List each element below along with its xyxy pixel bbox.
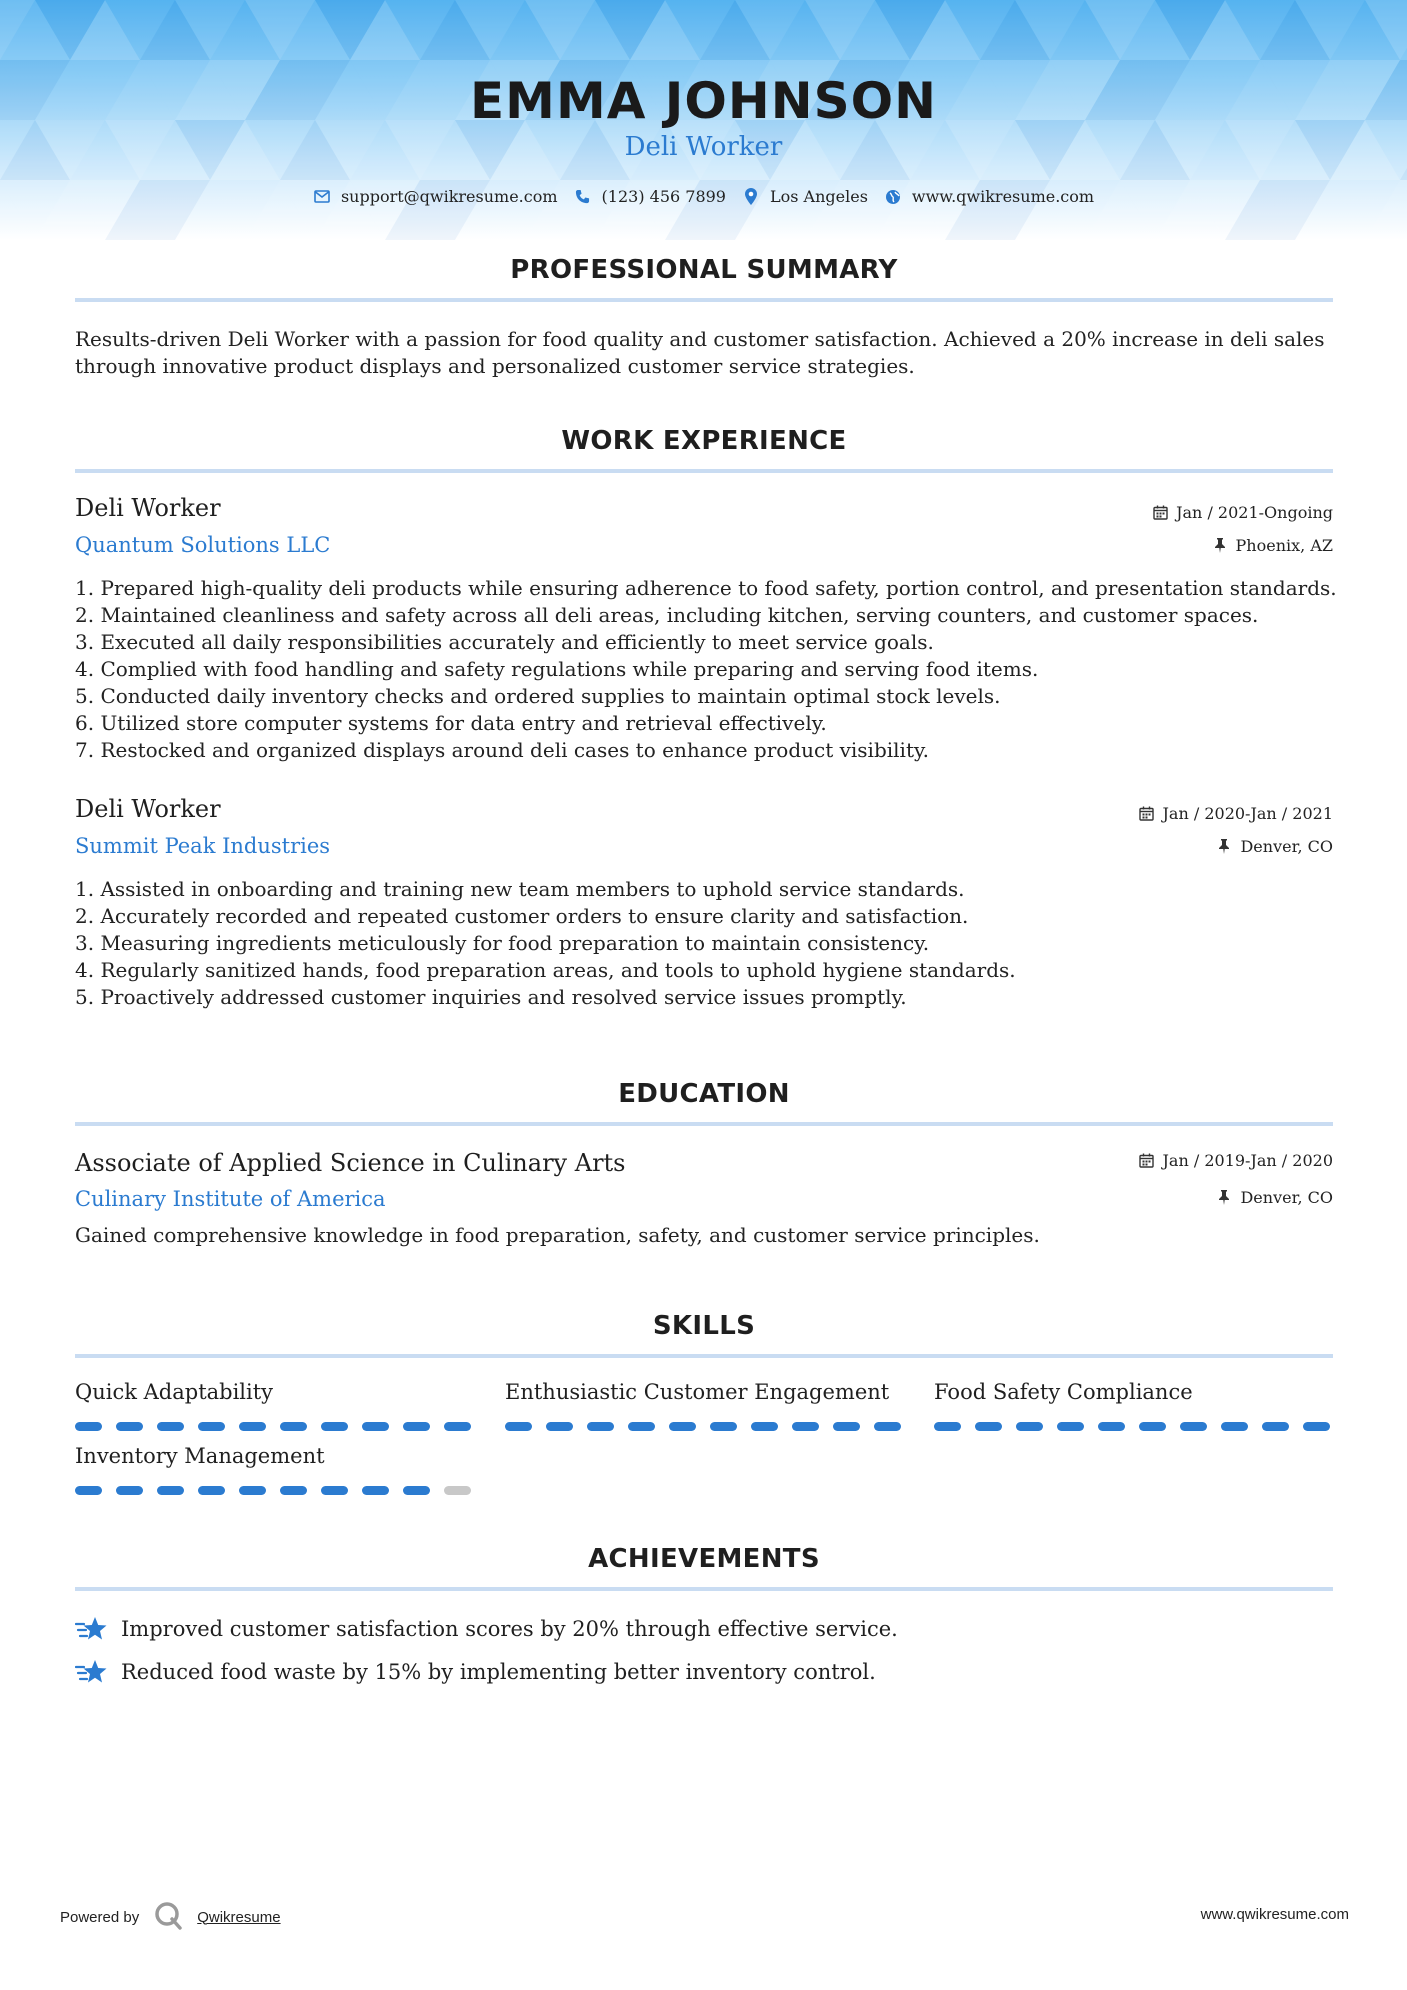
map-pin-icon	[742, 188, 760, 206]
qwikresume-link[interactable]: Qwikresume	[197, 1908, 281, 1926]
skill-dash-filled	[157, 1486, 184, 1495]
school-name: Culinary Institute of America	[75, 1187, 386, 1211]
education-dates-text: Jan / 2019-Jan / 2020	[1162, 1151, 1333, 1170]
duty-item: 4. Complied with food handling and safety regulations while preparing and serving food items.	[75, 657, 1039, 681]
skill-dash-filled	[710, 1422, 737, 1431]
job-duties	[75, 575, 1345, 764]
skill-dash-filled	[934, 1422, 961, 1431]
qwikresume-logo-icon	[153, 1900, 183, 1934]
skill-dash-filled	[1262, 1422, 1289, 1431]
skill-item	[75, 1444, 475, 1495]
footer-powered-by	[60, 1900, 281, 1934]
contact-phone[interactable]	[574, 187, 726, 206]
skill-name: Inventory Management	[75, 1444, 325, 1468]
skill-item	[75, 1380, 475, 1431]
skill-dash-filled	[280, 1486, 307, 1495]
job-title: Deli Worker	[75, 494, 221, 522]
skill-level-bar	[934, 1422, 1334, 1431]
job-company: Quantum Solutions LLC	[75, 533, 331, 557]
contact-phone-text: (123) 456 7899	[601, 187, 726, 206]
contact-location	[742, 187, 868, 206]
achievement-item	[75, 1657, 876, 1687]
calendar-icon	[1139, 1153, 1155, 1169]
contact-website[interactable]	[884, 187, 1094, 206]
job-location	[1212, 536, 1333, 555]
experience-heading: WORK EXPERIENCE	[561, 426, 847, 456]
shooting-star-icon	[75, 1614, 109, 1644]
skill-dash-filled	[116, 1422, 143, 1431]
duty-item: 6. Utilized store computer systems for data entry and retrieval effectively.	[75, 711, 827, 735]
contact-email-text: support@qwikresume.com	[340, 187, 558, 206]
skill-dash-filled	[403, 1422, 430, 1431]
skill-dash-filled	[1016, 1422, 1043, 1431]
skill-dash-filled	[792, 1422, 819, 1431]
skill-item	[934, 1380, 1334, 1431]
skill-dash-empty	[444, 1486, 471, 1495]
skill-dash-filled	[1303, 1422, 1330, 1431]
shooting-star-icon	[75, 1657, 109, 1687]
skill-name: Food Safety Compliance	[934, 1380, 1193, 1404]
pushpin-icon	[1216, 1190, 1232, 1206]
skill-dash-filled	[1098, 1422, 1125, 1431]
candidate-name: EMMA JOHNSON	[470, 72, 937, 130]
skill-dash-filled	[157, 1422, 184, 1431]
duty-item: 7. Restocked and organized displays around deli cases to enhance product visibility.	[75, 738, 929, 762]
education-heading: EDUCATION	[618, 1079, 790, 1109]
skill-dash-filled	[1139, 1422, 1166, 1431]
skill-dash-filled	[587, 1422, 614, 1431]
education-dates	[1139, 1151, 1333, 1170]
experience-divider	[75, 469, 1333, 473]
skill-dash-filled	[505, 1422, 532, 1431]
contact-website-text: www.qwikresume.com	[911, 187, 1095, 206]
duty-item: 2. Accurately recorded and repeated customer orders to ensure clarity and satisfaction.	[75, 904, 969, 928]
skill-dash-filled	[546, 1422, 573, 1431]
skill-dash-filled	[1221, 1422, 1248, 1431]
skill-dash-filled	[239, 1486, 266, 1495]
pushpin-icon	[1212, 538, 1228, 554]
education-description: Gained comprehensive knowledge in food preparation, safety, and customer service principles.	[75, 1223, 1040, 1247]
skill-dash-filled	[362, 1422, 389, 1431]
skill-dash-filled	[239, 1422, 266, 1431]
summary-heading: PROFESSIONAL SUMMARY	[510, 255, 898, 285]
job-dates-text: Jan / 2020-Jan / 2021	[1162, 804, 1333, 823]
calendar-icon	[1139, 806, 1155, 822]
education-location-text: Denver, CO	[1240, 1188, 1333, 1207]
skill-dash-filled	[75, 1486, 102, 1495]
skill-item	[505, 1380, 905, 1431]
achievements-divider	[75, 1587, 1333, 1591]
skill-dash-filled	[669, 1422, 696, 1431]
calendar-icon	[1152, 505, 1168, 521]
skill-name: Quick Adaptability	[75, 1380, 274, 1404]
skill-dash-filled	[75, 1422, 102, 1431]
job-duties	[75, 876, 1345, 1011]
summary-divider	[75, 298, 1333, 302]
skills-heading: SKILLS	[652, 1311, 756, 1341]
duty-item: 3. Measuring ingredients meticulously for food preparation to maintain consistency.	[75, 931, 930, 955]
duty-item: 2. Maintained cleanliness and safety across all deli areas, including kitchen, serving counters, and customer spaces.	[75, 603, 1259, 627]
skill-dash-filled	[628, 1422, 655, 1431]
skill-dash-filled	[1057, 1422, 1084, 1431]
powered-by-text: Powered by	[60, 1908, 140, 1926]
footer-website[interactable]: www.qwikresume.com	[1200, 1906, 1349, 1923]
job-dates-text: Jan / 2021-Ongoing	[1176, 503, 1333, 522]
degree-title: Associate of Applied Science in Culinary Arts	[75, 1149, 626, 1177]
skill-dash-filled	[198, 1422, 225, 1431]
pushpin-icon	[1216, 839, 1232, 855]
candidate-title: Deli Worker	[624, 132, 783, 162]
job-company: Summit Peak Industries	[75, 834, 331, 858]
duty-item: 5. Proactively addressed customer inquiries and resolved service issues promptly.	[75, 985, 907, 1009]
skills-divider	[75, 1354, 1333, 1358]
summary-text: Results-driven Deli Worker with a passion for food quality and customer satisfaction. Achieved a 20% increase in deli sales through innovative product displays and personalized customer service strategies.	[75, 327, 1325, 378]
skill-level-bar	[75, 1486, 475, 1495]
globe-icon	[884, 188, 902, 206]
duty-item: 1. Prepared high-quality deli products while ensuring adherence to food safety, portion control, and presentation standards.	[75, 576, 1337, 600]
job-dates	[1152, 503, 1333, 522]
job-location-text: Phoenix, AZ	[1235, 536, 1333, 555]
job-dates	[1139, 804, 1333, 823]
skill-dash-filled	[874, 1422, 901, 1431]
skill-dash-filled	[975, 1422, 1002, 1431]
achievement-text: Improved customer satisfaction scores by 20% through effective service.	[121, 1617, 898, 1641]
skill-dash-filled	[362, 1486, 389, 1495]
skill-dash-filled	[1180, 1422, 1207, 1431]
job-location	[1216, 837, 1333, 856]
skill-level-bar	[75, 1422, 475, 1431]
achievement-text: Reduced food waste by 15% by implementing better inventory control.	[121, 1660, 876, 1684]
skill-name: Enthusiastic Customer Engagement	[505, 1380, 890, 1404]
skill-dash-filled	[751, 1422, 778, 1431]
skill-dash-filled	[198, 1486, 225, 1495]
contact-location-text: Los Angeles	[769, 187, 868, 206]
job-location-text: Denver, CO	[1240, 837, 1333, 856]
envelope-icon	[313, 188, 331, 206]
skill-dash-filled	[833, 1422, 860, 1431]
duty-item: 3. Executed all daily responsibilities accurately and efficiently to meet service goals.	[75, 630, 934, 654]
skill-dash-filled	[280, 1422, 307, 1431]
skill-dash-filled	[403, 1486, 430, 1495]
contact-email[interactable]	[313, 187, 558, 206]
skill-dash-filled	[321, 1486, 348, 1495]
skill-dash-filled	[444, 1422, 471, 1431]
skill-dash-filled	[321, 1422, 348, 1431]
duty-item: 1. Assisted in onboarding and training new team members to uphold service standards.	[75, 877, 965, 901]
achievements-heading: ACHIEVEMENTS	[588, 1544, 820, 1574]
education-location	[1216, 1188, 1333, 1207]
phone-icon	[574, 188, 592, 206]
duty-item: 4. Regularly sanitized hands, food preparation areas, and tools to uphold hygiene standards.	[75, 958, 1016, 982]
education-divider	[75, 1122, 1333, 1126]
achievement-item	[75, 1614, 898, 1644]
duty-item: 5. Conducted daily inventory checks and ordered supplies to maintain optimal stock levels.	[75, 684, 1001, 708]
job-title: Deli Worker	[75, 795, 221, 823]
skill-level-bar	[505, 1422, 905, 1431]
skill-dash-filled	[116, 1486, 143, 1495]
contact-bar	[0, 187, 1407, 206]
